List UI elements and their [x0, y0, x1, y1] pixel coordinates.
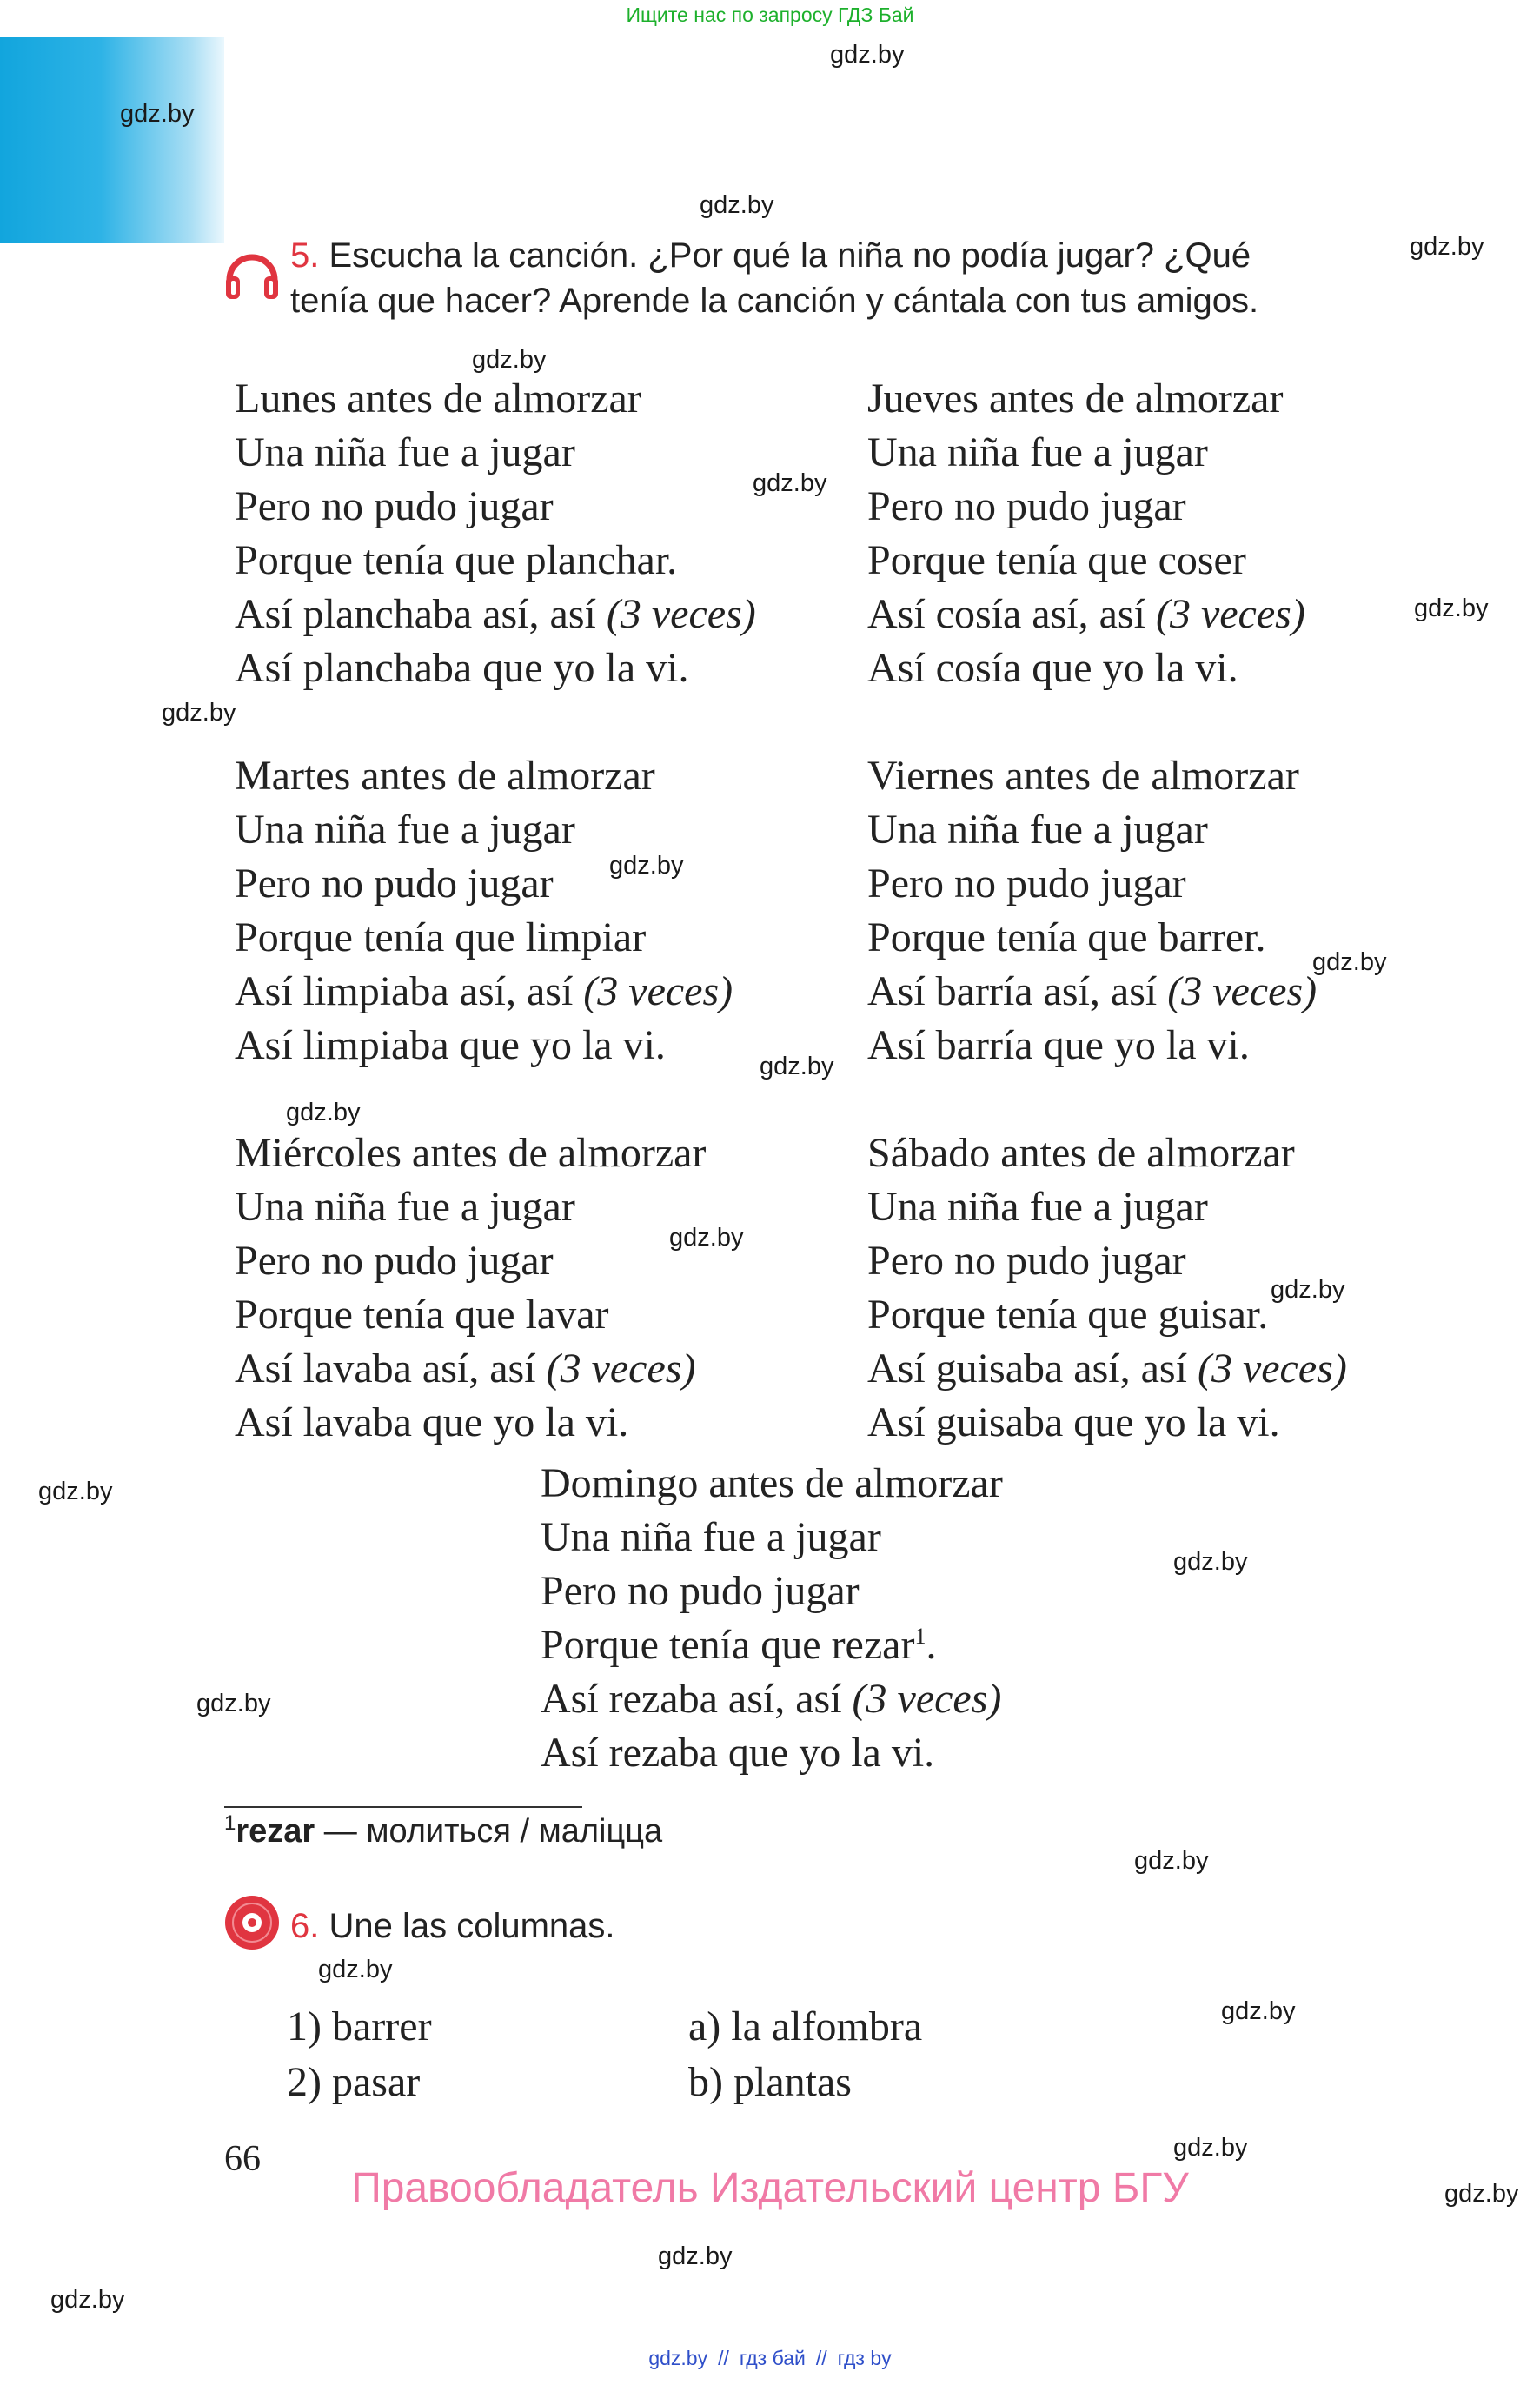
song-line: Así planchaba así, así (3 veces): [235, 591, 756, 637]
stanza-jueves: [867, 372, 1305, 695]
song-line: Así rezaba así, así (3 veces): [541, 1676, 1002, 1722]
song-line: Pero no pudo jugar: [867, 1238, 1186, 1284]
repeat-note: (3 veces): [1197, 1345, 1347, 1392]
watermark: gdz.by: [38, 1478, 113, 1505]
footnote-ref: 1: [914, 1624, 926, 1649]
footnote-divider: [224, 1806, 582, 1808]
watermark: gdz.by: [669, 1224, 744, 1252]
stanza-domingo: [541, 1457, 1003, 1780]
song-line: Pero no pudo jugar: [235, 860, 554, 907]
song-line: Porque tenía que rezar$^1$.: [541, 1622, 937, 1668]
exercise-5-text-line1: Escucha la canción. ¿Por qué la niña no podía jugar? ¿Qué: [329, 236, 1251, 275]
song-line: Martes antes de almorzar: [235, 753, 655, 799]
stanza-sabado: [867, 1126, 1347, 1450]
song-line: Una niña fue a jugar: [235, 1184, 575, 1230]
watermark: gdz.by: [472, 346, 547, 374]
song-line: Porque tenía que lavar: [235, 1292, 609, 1338]
song-line: Así lavaba que yo la vi.: [235, 1399, 629, 1445]
exercise-5-number: 5.: [290, 236, 320, 275]
repeat-note: (3 veces): [852, 1676, 1002, 1722]
footnote-mark: 1: [224, 1811, 236, 1835]
repeat-note: (3 veces): [1155, 591, 1305, 637]
repeat-note: (3 veces): [546, 1345, 696, 1392]
link-separator: //: [815, 2347, 827, 2369]
song-line: Una niña fue a jugar: [867, 429, 1208, 475]
song-line: Miércoles antes de almorzar: [235, 1130, 707, 1176]
song-line: Lunes antes de almorzar: [235, 375, 641, 422]
song-line: Así limpiaba así, así (3 veces): [235, 968, 733, 1014]
song-line: Una niña fue a jugar: [541, 1514, 881, 1560]
song-line: Así guisaba así, así (3 veces): [867, 1345, 1347, 1392]
watermark: gdz.by: [286, 1099, 361, 1126]
song-line: Una niña fue a jugar: [867, 1184, 1208, 1230]
exercise-6-prompt: [290, 1903, 615, 1949]
song-line: Viernes antes de almorzar: [867, 753, 1299, 799]
match-left-item: 1) barrer: [287, 2003, 432, 2050]
watermark: gdz.by: [1173, 2134, 1248, 2162]
bottom-link-gdz-bay[interactable]: гдз бай: [739, 2347, 806, 2369]
watermark: gdz.by: [1444, 2180, 1519, 2208]
watermark: gdz.by: [50, 2286, 125, 2314]
song-line: Porque tenía que barrer.: [867, 914, 1266, 960]
exercise-6-number: 6.: [290, 1907, 320, 1945]
match-left-item: 2) pasar: [287, 2059, 421, 2105]
watermark: gdz.by: [1414, 595, 1489, 622]
song-line: Pero no pudo jugar: [235, 483, 554, 529]
stanza-martes: [235, 749, 733, 1073]
song-line: Así limpiaba que yo la vi.: [235, 1022, 666, 1068]
song-line: Así barría que yo la vi.: [867, 1022, 1250, 1068]
watermark: gdz.by: [1410, 233, 1484, 261]
watermark: gdz.by: [120, 100, 195, 128]
corner-tab: [0, 37, 224, 243]
match-right-column: [688, 1999, 922, 2110]
song-line: Pero no pudo jugar: [541, 1568, 860, 1614]
watermark: gdz.by: [162, 699, 236, 727]
song-line: Pero no pudo jugar: [867, 860, 1186, 907]
song-line: Pero no pudo jugar: [235, 1238, 554, 1284]
song-line: Así cosía que yo la vi.: [867, 645, 1238, 691]
watermark: gdz.by: [1271, 1276, 1345, 1304]
match-left-column: [287, 1999, 432, 2110]
watermark: gdz.by: [1173, 1548, 1248, 1576]
stanza-viernes: [867, 749, 1317, 1073]
song-line: Porque tenía que planchar.: [235, 537, 678, 583]
footnote-translation: — молиться / малiцца: [315, 1813, 663, 1850]
watermark: gdz.by: [1134, 1847, 1209, 1875]
song-line: Jueves antes de almorzar: [867, 375, 1284, 422]
watermark: gdz.by: [830, 41, 905, 69]
song-line: Así cosía así, así (3 veces): [867, 591, 1305, 637]
copyright-line: Правообладатель Издательский центр БГУ: [351, 2165, 1189, 2211]
watermark: gdz.by: [196, 1690, 271, 1717]
stanza-lunes: [235, 372, 756, 695]
headphones-icon: [222, 245, 282, 304]
watermark: gdz.by: [700, 191, 774, 219]
watermark: gdz.by: [760, 1053, 834, 1080]
song-line: Porque tenía que coser: [867, 537, 1246, 583]
page-number: 66: [224, 2139, 261, 2179]
stanza-miercoles: [235, 1126, 706, 1450]
footnote: [224, 1813, 662, 1850]
bottom-links: [0, 2347, 1540, 2370]
song-line: Una niña fue a jugar: [235, 429, 575, 475]
song-line: Así barría así, así (3 veces): [867, 968, 1318, 1014]
song-line: Una niña fue a jugar: [867, 807, 1208, 853]
song-line: Una niña fue a jugar: [235, 807, 575, 853]
song-line: Pero no pudo jugar: [867, 483, 1186, 529]
match-right-item: b) plantas: [688, 2059, 852, 2105]
song-line: Porque tenía que guisar.: [867, 1292, 1269, 1338]
exercise-6-text: Une las columnas.: [329, 1907, 615, 1945]
song-line: Domingo antes de almorzar: [541, 1460, 1003, 1506]
exercise-5-text-line2: tenía que hacer? Aprende la canción y cántala con tus amigos.: [290, 282, 1259, 320]
watermark: gdz.by: [658, 2242, 733, 2270]
repeat-note: (3 veces): [583, 968, 733, 1014]
exercise-5-prompt: [290, 233, 1258, 323]
watermark: gdz.by: [1312, 948, 1387, 976]
watermark: gdz.by: [753, 469, 827, 497]
watermark: gdz.by: [609, 852, 684, 880]
song-line: Porque tenía que limpiar: [235, 914, 647, 960]
song-line: Así rezaba que yo la vi.: [541, 1730, 935, 1776]
song-line: Sábado antes de almorzar: [867, 1130, 1295, 1176]
repeat-note: (3 veces): [1167, 968, 1318, 1014]
song-line: Así planchaba que yo la vi.: [235, 645, 689, 691]
match-right-item: a) la alfombra: [688, 2003, 923, 2050]
footnote-word: rezar: [236, 1813, 315, 1850]
bottom-link-gdz[interactable]: gdz.by: [648, 2347, 708, 2369]
watermark: gdz.by: [1221, 1997, 1296, 2025]
top-search-hint: Ищите нас по запросу ГДЗ Бай: [626, 3, 914, 26]
repeat-note: (3 veces): [606, 591, 756, 637]
bottom-link-gdz-by[interactable]: гдз by: [837, 2347, 892, 2369]
song-line: Así guisaba que yo la vi.: [867, 1399, 1280, 1445]
link-separator: //: [718, 2347, 729, 2369]
disc-icon: [222, 1893, 282, 1952]
song-line: Así lavaba así, así (3 veces): [235, 1345, 696, 1392]
watermark: gdz.by: [318, 1956, 393, 1983]
